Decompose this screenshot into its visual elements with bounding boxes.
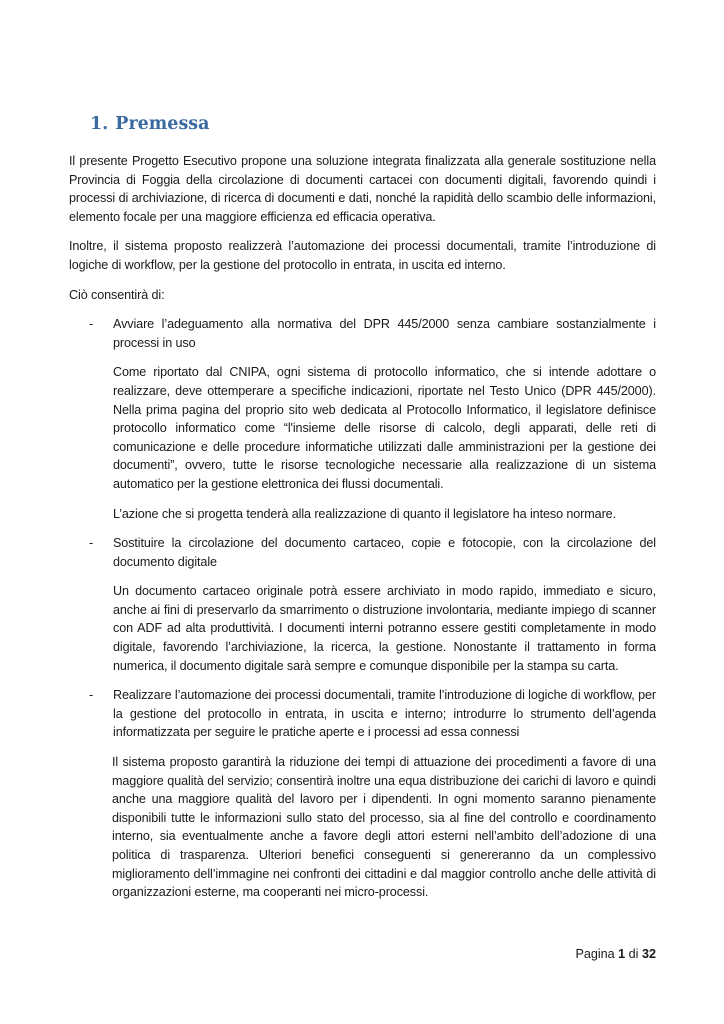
section-title: Premessa xyxy=(115,114,210,134)
bullet-text: Avviare l’adeguamento alla normativa del DPR 445/2000 senza cambiare sostanzialmente i processi in uso xyxy=(113,317,656,350)
page-number-footer xyxy=(575,947,656,961)
bullet-dash: - xyxy=(89,536,94,551)
footer-total-pages: 32 xyxy=(641,947,656,961)
bullet-text: Realizzare l’automazione dei processi documentali, tramite l’introduzione di logiche di workflow, per la gestione del protocollo in entrata, in uscita e interno; introdurre lo strumento dell’agenda informatizzata per seguire le pratiche aperte e i processi ad essa connessi xyxy=(113,688,656,740)
bullet-details xyxy=(69,363,656,523)
bullet-details xyxy=(69,582,656,675)
bullet-dash: - xyxy=(89,317,94,332)
paragraph-consentira: Ciò consentirà di: xyxy=(69,287,165,302)
footer-separator: di xyxy=(628,947,639,961)
detail-paragraph: L’azione che si progetta tenderà alla realizzazione di quanto il legislatore ha inteso normare. xyxy=(113,506,616,521)
document-body xyxy=(69,152,656,913)
detail-paragraph: Il sistema proposto garantirà la riduzione dei tempi di attuazione dei procedimenti a favore di una maggiore qualità del servizio; consentirà inoltre una equa distribuzione dei carichi di lavoro e quindi anche una maggiore qualità del lavoro per i dipendenti. In ogni momento saranno pienamente disponibili tutte le informazioni sullo stato del processo, sia al fine del controllo e coordinamento interno, sia eventualmente anche a favore degli attori esterni nell’ambito dell’adozione di una politica di trasparenza. Ulteriori benefici conseguenti si genereranno da un complessivo miglioramento dell’immagine nei confronti dei cittadini e dal maggior controllo anche delle attività di organizzazioni esterne, ma cooperanti nei micro-processi. xyxy=(112,755,656,900)
bullet-text: Sostituire la circolazione del documento cartaceo, copie e fotocopie, con la circolazione del documento digitale xyxy=(113,536,656,569)
detail-paragraph: Come riportato dal CNIPA, ogni sistema di protocollo informatico, che si intende adottare o realizzare, deve ottemperare a specifiche indicazioni, riportate nel Testo Unico (DPR 445/2000). Nella prima pagina del proprio sito web dedicata al Protocollo Informatico, il legislatore definisce protocollo informatico come “l'insieme delle risorse di calcolo, degli apparati, delle reti di comunicazione e delle procedure informatiche utilizzati dalle amministrazioni per la gestione dei documenti”, ovvero, tutte le risorse tecnologiche necessarie alla realizzazione di un sistema automatico per la gestione elettronica dei flussi documentali. xyxy=(113,365,656,491)
paragraph-workflow: Inoltre, il sistema proposto realizzerà l’automazione dei processi documentali, tramite l’introduzione di logiche di workflow, per la gestione del protocollo in entrata, in uscita ed interno. xyxy=(69,239,656,272)
footer-current-page: 1 xyxy=(618,947,626,961)
paragraph-intro: Il presente Progetto Esecutivo propone una soluzione integrata finalizzata alla generale sostituzione nella Provincia di Foggia della circolazione di documenti cartacei con documenti digitali, favorendo quindi i processi di archiviazione, di ricerca di documenti e dati, nonché la rapidità dello scambio delle informazioni, elemento focale per una maggiore efficienza ed efficacia operativa. xyxy=(69,154,656,224)
section-heading xyxy=(90,114,210,134)
bullet-details xyxy=(69,753,656,902)
bullet-item xyxy=(69,534,656,571)
footer-prefix: Pagina xyxy=(575,947,615,961)
section-number: 1. xyxy=(90,114,109,134)
detail-paragraph: Un documento cartaceo originale potrà essere archiviato in modo rapido, immediato e sicuro, anche ai fini di preservarlo da smarrimento o distruzione involontaria, mediante impiego di scanner con ADF ad alta produttività. I documenti interni potranno essere gestiti completamente in modo digitale, favorendo l’archiviazione, la ricerca, la gestione. Nonostante il trattamento in forma numerica, il documento digitale sarà sempre e comunque disponibile per la stampa su carta. xyxy=(113,584,656,673)
bullet-item xyxy=(69,315,656,352)
bullet-item xyxy=(69,686,656,742)
bullet-dash: - xyxy=(89,688,94,703)
